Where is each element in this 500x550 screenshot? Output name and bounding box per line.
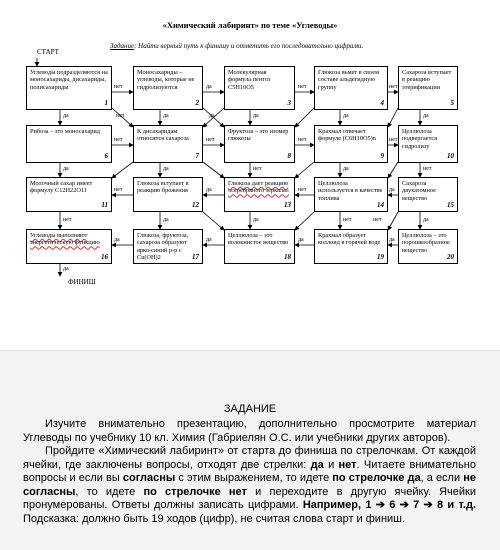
assignment-paragraph-2 <box>23 445 476 526</box>
no-label: нет <box>423 166 432 172</box>
cell-number: 5 <box>450 98 454 107</box>
cell-text: Крахмал отвечает формуле (C6H10O5)n <box>318 128 376 143</box>
yes-label: да <box>163 113 169 119</box>
no-label: нет <box>63 217 72 223</box>
maze-cell-5 <box>398 66 458 110</box>
cell-number: 6 <box>104 151 108 160</box>
bold-example: Например, 1 ➔ 6 ➔ 7 ➔ 8 и т.д. <box>302 499 476 511</box>
maze-cell-20 <box>398 229 458 264</box>
worksheet-title: «Химический лабиринт» по теме «Углеводы» <box>162 20 338 30</box>
cell-text: Глюкоза дает реакцию «серебряного зеркала» <box>228 180 290 195</box>
maze-cell-3 <box>224 66 295 110</box>
no-label: нет <box>389 137 398 143</box>
cell-number: 8 <box>287 151 291 160</box>
maze-cell-13 <box>224 177 295 212</box>
cell-number: 17 <box>192 252 199 261</box>
text-run: Подсказка: должно быть 19 ходов (цифр), не считая слова старт и финиш. <box>23 512 406 525</box>
maze-cell-17 <box>133 229 203 264</box>
text-run: и переходите в другую ячейку. Ячейки пронумерованы. Ответы должны записать цифрами. <box>23 485 477 511</box>
cell-number: 3 <box>287 98 291 107</box>
yes-label: да <box>63 113 69 119</box>
task-text: : Найти верный путь к финишу и отметить его последовательно цифрами. <box>134 42 364 50</box>
text-run: Пройдите «Химический лабиринт» от старта до финиша по стрелочкам. От каждой ячейки, где заключены вопросы, отходят две стрелки: <box>23 445 476 471</box>
cell-text: Молекулярная формула пентоз C5H10O5 <box>228 69 271 91</box>
no-label: нет <box>253 166 262 172</box>
yes-label: да <box>206 237 212 243</box>
no-label: нет <box>298 187 307 193</box>
yes-label: да <box>343 166 349 172</box>
cell-text: Сахароза двухатомное вещество <box>402 180 436 202</box>
cell-number: 14 <box>377 200 384 209</box>
finish-label: ФИНИШ <box>68 278 96 286</box>
bold-arrow-yes: по стрелочке да <box>332 472 421 484</box>
task-label: Задание <box>110 42 135 50</box>
cell-text: Глюкоза вьмет в своем составе альдегидную группу <box>318 69 379 91</box>
cell-text: Сахароза вступает в реакцию этерификации <box>402 69 452 91</box>
cell-number: 15 <box>447 200 454 209</box>
cell-text: Целлюлоза – это порошкообразное вещество <box>402 232 450 254</box>
yes-label: да <box>114 237 120 243</box>
text-run: , то идете <box>75 485 144 498</box>
no-label: нет <box>114 137 123 143</box>
yes-label: да <box>423 113 429 119</box>
cell-number: 16 <box>101 252 108 261</box>
no-label: нет <box>116 113 125 119</box>
cell-number: 18 <box>284 252 291 261</box>
text-run: . Читаете внимательно вопросы и если вы <box>23 458 476 484</box>
cell-text: Целлюлоза используется в качестве топлива <box>318 180 383 202</box>
bold-agree: согласны <box>122 472 176 484</box>
cell-text: Целлюлоза подвергается гидролизу <box>402 128 438 150</box>
cell-number: 13 <box>284 200 291 209</box>
maze-cell-2 <box>133 66 203 110</box>
cell-text: Рибоза – это моносахарид <box>30 128 100 135</box>
cell-text: Углеводы выполняют энергетическую функцию <box>30 232 100 247</box>
cell-text: Фруктоза – это изомер глюкозы <box>228 128 289 143</box>
no-label: нет <box>206 137 215 143</box>
yes-label: да <box>389 187 395 193</box>
no-label: нет <box>373 217 382 223</box>
cell-number: 9 <box>380 151 384 160</box>
yes-label: да <box>253 113 259 119</box>
maze-cell-1 <box>26 66 112 110</box>
yes-label: да <box>423 217 429 223</box>
assignment-paragraph-1: Изучите внимательно презентацию, дополнительно просмотрите материал Углеводы по учебнику 10 кл. Химия (Габриелян О.С. или учебники других авторов). <box>23 418 476 444</box>
cell-text: К дисахаридам относится сахароза <box>137 128 189 143</box>
yes-label: да <box>63 266 69 272</box>
no-label: нет <box>114 187 123 193</box>
bold-disagree: не согласны <box>23 472 476 498</box>
assignment-heading: ЗАДАНИЕ <box>223 403 277 415</box>
yes-label: да <box>63 166 69 172</box>
yes-label: да <box>389 237 395 243</box>
yes-label: да <box>298 237 304 243</box>
no-label: нет <box>298 137 307 143</box>
cell-number: 11 <box>101 200 108 209</box>
cell-text: Моносахариды – углеводы, которые не гидролизуются <box>137 69 195 91</box>
maze-cell-19 <box>314 229 388 264</box>
maze-cell-12 <box>133 177 203 212</box>
maze-cell-14 <box>314 177 388 212</box>
cell-text: Целлюлоза – это волокнистое вещество <box>228 232 289 247</box>
bold-no: нет <box>338 458 357 471</box>
no-label: нет <box>389 84 398 90</box>
cell-number: 7 <box>195 151 199 160</box>
maze-cell-8 <box>224 125 295 163</box>
cell-number: 2 <box>195 98 199 107</box>
cell-text: Глюкоза, фруктоза, сахароза образуют ярко-синий р-р с Cu(OH)2 <box>137 232 189 262</box>
bold-arrow-no: по стрелочке нет <box>143 485 247 498</box>
cell-number: 20 <box>447 252 454 261</box>
text-run: , а если <box>420 472 464 484</box>
maze-cell-4 <box>314 66 388 110</box>
maze-cell-6 <box>26 125 112 163</box>
cell-text: Крахмал образует коллоид в горячей воде <box>318 232 381 247</box>
cell-number: 1 <box>104 98 108 107</box>
no-label: нет <box>298 84 307 90</box>
bold-yes: да <box>310 458 324 471</box>
yes-label: да <box>209 113 215 119</box>
start-label: СТАРТ <box>37 48 59 56</box>
maze-cell-15 <box>398 177 458 212</box>
cell-number: 4 <box>380 98 384 107</box>
cell-number: 10 <box>447 151 454 160</box>
maze-cell-11 <box>26 177 112 212</box>
maze-cell-10 <box>398 125 458 163</box>
maze-cell-9 <box>314 125 388 163</box>
yes-label: да <box>163 166 169 172</box>
cell-number: 12 <box>192 200 199 209</box>
cell-text: Углеводы подразделяются на моносахариды, дисахариды, полисахариды <box>30 69 108 91</box>
text-run: и <box>323 458 339 471</box>
yes-label: да <box>343 113 349 119</box>
cell-text: Глюкоза вступает в реакцию брожения <box>137 180 189 195</box>
cell-text: Молочный сахар имеет формулу C12H22O11 <box>30 180 93 195</box>
no-label: нет <box>114 84 123 90</box>
no-label: нет <box>343 217 352 223</box>
cell-number: 19 <box>377 252 384 261</box>
yes-label: да <box>253 217 259 223</box>
maze-cell-18 <box>224 229 295 264</box>
maze-cell-7 <box>133 125 203 163</box>
yes-label: да <box>163 217 169 223</box>
yes-label: да <box>206 84 212 90</box>
maze-cell-16 <box>26 229 112 264</box>
text-run: с этим выражением, то идете <box>175 472 333 484</box>
yes-label: да <box>206 187 212 193</box>
